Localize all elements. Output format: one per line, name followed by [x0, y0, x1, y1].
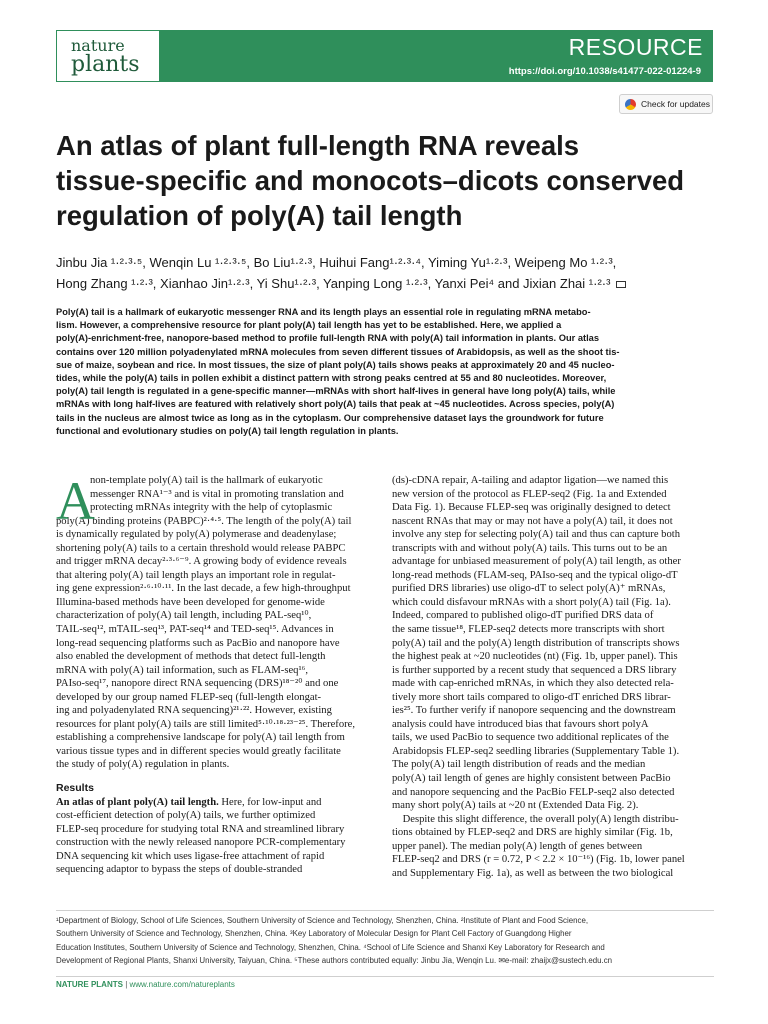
abstract-line: mRNAs with long half-lives are featured with relatively short poly(A) tails that peak at ~45 nucleotides. Across species, poly(A) [56, 399, 615, 410]
mail-icon[interactable] [616, 281, 626, 288]
body-line: analysis could have introduced bias that favours short polyA [392, 718, 649, 730]
body-column-left [56, 471, 378, 877]
subsection-heading: An atlas of plant poly(A) tail length. [56, 796, 219, 808]
body-line: protecting mRNAs integrity with the help of cytoplasmic [90, 502, 333, 514]
body-line: many short poly(A) tails at ~20 nt (Extended Data Fig. 2). [392, 800, 639, 812]
section-heading-results: Results [56, 782, 94, 795]
abstract-line: contains over 120 million polyadenylated mRNA molecules from seven different tissues of Arabidopsis, as well as the shoot tis- [56, 346, 620, 357]
body-line: long-read methods (FLAM-seq, PAIso-seq and the typical oligo-dT [392, 569, 678, 581]
body-line: Data Fig. 1). Because FLEP-seq was originally designed to detect [392, 502, 671, 514]
body-line: upper panel). The median poly(A) length of genes between [392, 840, 643, 852]
body-line: the highest peak at ~20 nucleotides (nt) (Fig. 1b, upper panel). This [392, 651, 678, 663]
body-line: and nanopore sequencing and the PacBio FELP-seq2 also detected [392, 786, 675, 798]
body-line: resources for plant poly(A) tails are still limited⁵·¹⁰·¹⁸·²³⁻²⁵. Therefore, [56, 718, 355, 730]
body-line: nascent RNAs that may or may not have a poly(A) tail, it does not [392, 515, 673, 527]
journal-banner [0, 30, 768, 82]
abstract-line: poly(A) tail length is regulated in a gene-specific manner—mRNAs with short half-lives in general have long poly(A) tails, while [56, 386, 616, 397]
body-line: tively more short tails compared to oligo-dT enriched DRS librar- [392, 691, 671, 703]
article-type-label: RESOURCE [568, 34, 703, 60]
body-line-text: Here, for low-input and [218, 796, 322, 808]
body-line: that altering poly(A) tail length plays an important role in regulat- [56, 569, 336, 581]
body-line: ing gene expression²·⁶·¹⁰·¹¹. In the last decade, a few high-throughput [56, 583, 351, 595]
body-line: characterization of poly(A) tail length, including PAL-seq¹⁰, [56, 610, 312, 622]
body-line: Illumina-based methods have been developed for genome-wide [56, 596, 325, 608]
body-line: transcripts with and without poly(A) tails. This turns out to be an [392, 542, 668, 554]
abstract-line: tails in the nucleus are almost twice as long as in the cytoplasm. Our comprehensive dataset lays the groundwork for future [56, 412, 604, 423]
body-line: poly(A) tail length of genes are highly consistent between PacBio [392, 773, 671, 785]
abstract-line: poly(A)-enrichment-free, nanopore-based method to profile full-length RNA with poly(A) tail information in plants. Our atlas [56, 333, 600, 344]
author-list [56, 252, 716, 294]
abstract-line: functional and evolutionary studies on poly(A) tail length regulation in plants. [56, 425, 399, 436]
body-line: is further supported by a recent study that sequenced a DRS library [392, 664, 677, 676]
abstract-line: tides, while the poly(A) tails in pollen exhibit a distinct pattern with strong peaks centred at 55 and 80 nucleotides. Moreover, [56, 373, 607, 384]
body-line: construction with the newly released nanopore PCR-complementary [56, 837, 346, 849]
body-line: Despite this slight difference, the overall poly(A) length distribu- [392, 813, 679, 825]
body-line: mRNA with poly(A) tail information, such as FLAM-seq¹⁶, [56, 664, 308, 676]
doi-link[interactable]: https://doi.org/10.1038/s41477-022-01224-9 [508, 66, 701, 77]
author-line [56, 273, 716, 294]
abstract-line: sue of maize, soybean and rice. In most tissues, the size of plant poly(A) tails shows peaks at approximately 20 and 45 nucleo- [56, 359, 615, 370]
body-line: tails, we used PacBio to sequence two additional replicates of the [392, 732, 669, 744]
body-line: tions obtained by FLEP-seq2 and DRS are highly similar (Fig. 1b, [392, 827, 673, 839]
body-line [56, 796, 378, 810]
body-line: and Supplementary Fig. 1a), as well as between the two biological [392, 867, 674, 879]
article-title [56, 128, 716, 233]
body-line: long-read sequencing platforms such as PacBio and nanopore have [56, 637, 340, 649]
body-line: purified DRS libraries) use oligo-dT to select poly(A)⁺ mRNAs, [392, 583, 666, 595]
body-line: also enabled the development of methods that detect full-length [56, 651, 326, 663]
footer-url-link[interactable]: www.nature.com/natureplants [129, 980, 235, 989]
body-line: involve any step for selecting poly(A) tail and thus can capture both [392, 529, 681, 541]
body-line: FLEP-seq procedure for studying total RNA and streamlined library [56, 823, 345, 835]
body-line: which could disfavour mRNAs with a short poly(A) tail (Fig. 1a). [392, 596, 671, 608]
footer-divider [56, 976, 714, 977]
body-line: poly(A) binding proteins (PABPC)²·⁴·⁵. The length of the poly(A) tail [56, 515, 352, 527]
body-line: the study of poly(A) regulation in plants. [56, 759, 230, 771]
crossmark-icon [625, 99, 636, 110]
page-footer [56, 980, 235, 989]
body-column-right [392, 474, 714, 880]
body-line: The poly(A) tail length distribution of reads and the median [392, 759, 646, 771]
abstract-line: lism. However, a comprehensive resource for plant poly(A) tail length has yet to be established. Here, we applied a [56, 320, 562, 331]
affiliation-line: ¹Department of Biology, School of Life Sciences, Southern University of Science and Technology, Shenzhen, China. ²Institute of Plant and Food Science, [56, 916, 589, 925]
body-line: establishing a comprehensive landscape for poly(A) tail length from [56, 732, 345, 744]
body-line: Indeed, compared to published oligo-dT purified DRS data of [392, 610, 654, 622]
abstract-line: Poly(A) tail is a hallmark of eukaryotic messenger RNA and its length plays an essential role in regulating mRNA metabo- [56, 307, 591, 317]
body-line: various tissue types and in different species would greatly facilitate [56, 745, 341, 757]
affiliation-line: Southern University of Science and Technology, Shenzhen, China. ³Key Laboratory of Molecular Design for Plant Cell Factory of Guangdong Higher [56, 929, 572, 939]
body-line: messenger RNA¹⁻³ and is vital in promoting translation and [90, 488, 344, 500]
affiliation-line: Education Institutes, Southern University of Science and Technology, Shenzhen, China. ⁴School of Life Science and Shanxi Key Laboratory for Research and [56, 942, 605, 952]
body-line: shortening poly(A) tails to a certain threshold would release PABPC [56, 542, 346, 554]
body-line: non-template poly(A) tail is the hallmark of eukaryotic [90, 475, 323, 486]
logo-text-nature: nature [71, 36, 125, 55]
body-line: advantage for unbiased measurement of poly(A) tail length, as other [392, 556, 681, 568]
author-line-text: Hong Zhang ¹·²·³, Xianhao Jin¹·²·³, Yi Shu¹·²·³, Yanping Long ¹·²·³, Yanxi Pei⁴ and Jixian Zhai ¹·²·³ [56, 276, 611, 291]
body-line: TAIL-seq¹², mTAIL-seq¹³, PAT-seq¹⁴ and TED-seq¹⁵. Advances in [56, 624, 334, 636]
title-line: An atlas of plant full-length RNA reveals [56, 130, 580, 161]
body-line: ies²⁵. To further verify if nanopore sequencing and the downstream [392, 705, 676, 717]
logo-text-plants: plants [71, 52, 140, 77]
body-line: sequencing adaptor to bypass the steps of double-stranded [56, 864, 303, 876]
article-type-bar [160, 30, 713, 82]
body-line: is dynamically regulated by poly(A) polymerase and deadenylase; [56, 529, 337, 541]
affiliations [56, 914, 714, 968]
body-line: (ds)-cDNA repair, A-tailing and adaptor ligation—we named this [392, 475, 669, 486]
check-for-updates-label: Check for updates [641, 99, 710, 109]
author-line: Jinbu Jia ¹·²·³·⁵, Wenqin Lu ¹·²·³·⁵, Bo Liu¹·²·³, Huihui Fang¹·²·³·⁴, Yiming Yu¹·²·³, Weipeng Mo ¹·²·³, [56, 255, 617, 270]
body-line: made with cap-enriched mRNAs, in which they also detected rela- [392, 678, 674, 690]
body-line: FLEP-seq2 and DRS (r = 0.72, P < 2.2 × 10⁻¹⁶) (Fig. 1b, lower panel [392, 854, 685, 866]
journal-logo[interactable] [56, 30, 160, 82]
body-line: Arabidopsis FLEP-seq2 seedling libraries (Supplementary Table 1). [392, 745, 680, 757]
body-line: new version of the protocol as FLEP-seq2 (Fig. 1a and Extended [392, 488, 667, 500]
body-line: PAIso-seq¹⁷, nanopore direct RNA sequencing (DRS)¹⁸⁻²⁰ and one [56, 678, 339, 690]
body-line: cost-efficient detection of poly(A) tails, we further optimized [56, 810, 316, 822]
body-line: and trigger mRNA decay²·³·⁶⁻⁹. A growing body of evidence reveals [56, 556, 347, 568]
drop-cap: A [56, 471, 95, 531]
body-line: developed by our group named FLEP-seq (full-length elongat- [56, 691, 322, 703]
footer-separator: | [122, 980, 130, 989]
check-for-updates-button[interactable] [619, 94, 713, 114]
abstract [56, 306, 714, 438]
body-line: ing and polyadenylated RNA sequencing)²¹·²². However, existing [56, 705, 332, 717]
title-line: tissue-specific and monocots–dicots conserved [56, 165, 685, 196]
affiliation-divider [56, 910, 714, 911]
body-line: poly(A) tail and the poly(A) length distribution of transcripts shows [392, 637, 680, 649]
footer-journal: NATURE PLANTS [56, 980, 123, 989]
body-line: DNA sequencing kit which uses ligase-free attachment of rapid [56, 850, 325, 862]
affiliation-line: Development of Regional Plants, Shanxi University, Taiyuan, China. ⁵These authors contributed equally: Jinbu Jia, Wenqin Lu. ✉e-mail: zhaijx@sustech.edu.cn [56, 956, 613, 966]
title-line: regulation of poly(A) tail length [56, 200, 463, 231]
body-line: the same tissue¹⁸, FLEP-seq2 detects more transcripts with short [392, 624, 665, 636]
